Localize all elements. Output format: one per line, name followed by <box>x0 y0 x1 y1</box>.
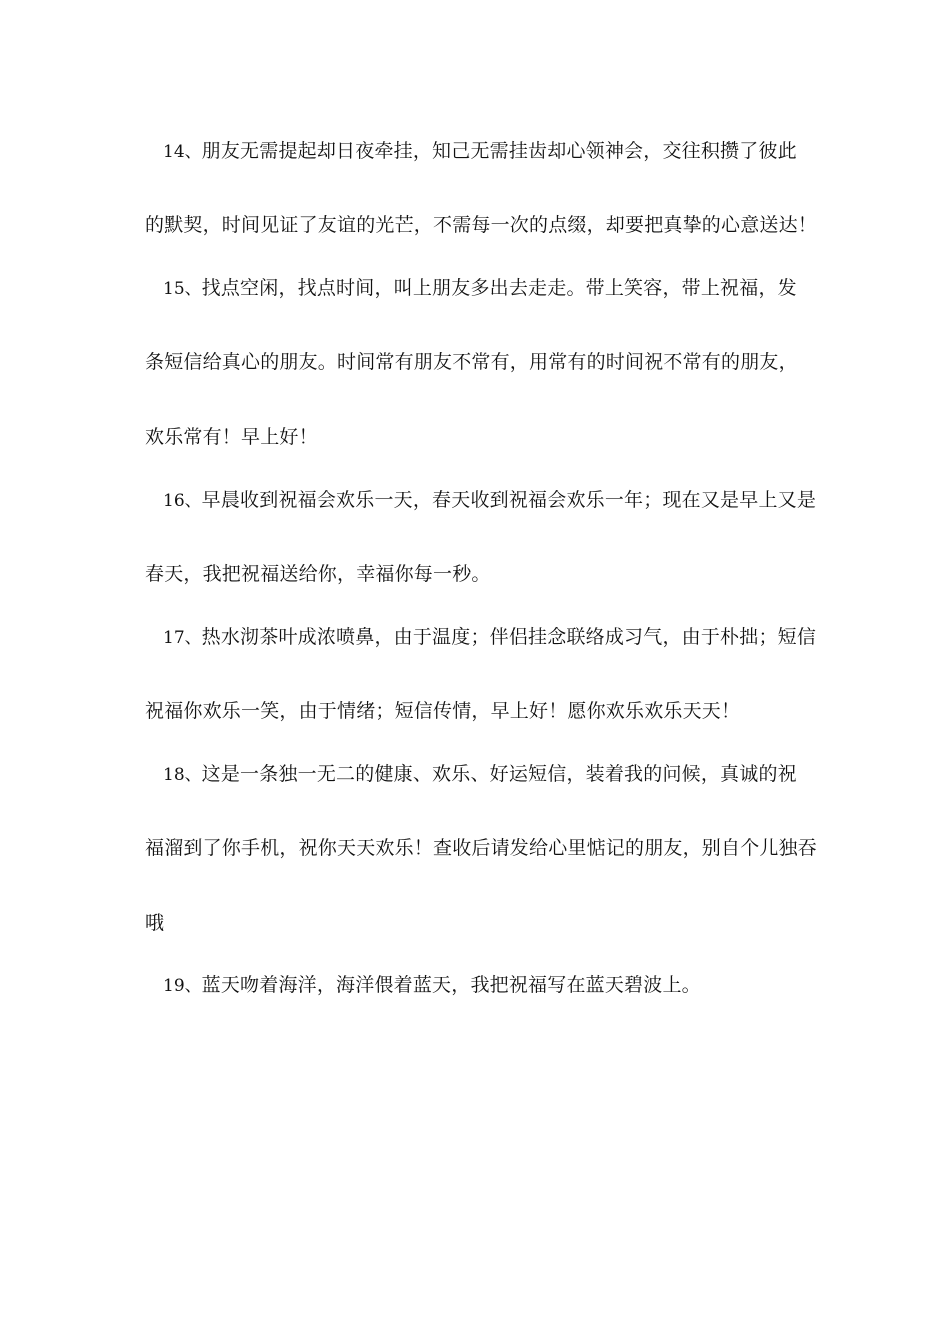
paragraph-text: 蓝天吻着海洋，海洋偎着蓝天，我把祝福写在蓝天碧波上。 <box>201 974 701 996</box>
paragraph-16-line-1 <box>163 488 817 513</box>
paragraph-number: 17、 <box>163 628 202 648</box>
paragraph-number: 19、 <box>163 976 202 996</box>
paragraph-number: 15、 <box>163 279 202 299</box>
paragraph-15-line-2: 条短信给真心的朋友。时间常有朋友不常有，用常有的时间祝不常有的朋友， <box>145 351 798 373</box>
paragraph-18-line-2: 福溜到了你手机，祝你天天欢乐！查收后请发给心里惦记的朋友，别自个儿独吞 <box>145 837 817 859</box>
paragraph-text: 朋友无需提起却日夜牵挂，知己无需挂齿却心领神会，交往积攒了彼此 <box>201 140 797 162</box>
paragraph-17-line-1 <box>163 625 817 650</box>
paragraph-14-line-1 <box>163 139 817 164</box>
paragraph-15-line-1 <box>163 276 817 301</box>
paragraph-text: 早晨收到祝福会欢乐一天，春天收到祝福会欢乐一年；现在又是早上又是 <box>201 489 817 511</box>
paragraph-text: 这是一条独一无二的健康、欢乐、好运短信，装着我的问候，真诚的祝 <box>201 763 797 785</box>
paragraph-number: 18、 <box>163 765 202 785</box>
paragraph-15-line-3: 欢乐常有！早上好！ <box>145 426 318 448</box>
paragraph-number: 16、 <box>163 491 202 511</box>
paragraph-16-line-2: 春天，我把祝福送给你，幸福你每一秒。 <box>145 563 491 585</box>
paragraph-text: 找点空闲，找点时间，叫上朋友多出去走走。带上笑容，带上祝福，发 <box>201 277 797 299</box>
paragraph-14-line-2: 的默契，时间见证了友谊的光芒，不需每一次的点缀，却要把真挚的心意送达！ <box>145 214 817 236</box>
paragraph-19-line-1 <box>163 973 817 998</box>
paragraph-number: 14、 <box>163 142 202 162</box>
paragraph-17-line-2: 祝福你欢乐一笑，由于情绪；短信传情，早上好！愿你欢乐欢乐天天！ <box>145 700 741 722</box>
paragraph-18-line-3: 哦 <box>145 912 165 934</box>
paragraph-18-line-1 <box>163 762 817 787</box>
paragraph-text: 热水沏茶叶成浓喷鼻，由于温度；伴侣挂念联络成习气，由于朴拙；短信 <box>201 626 817 648</box>
